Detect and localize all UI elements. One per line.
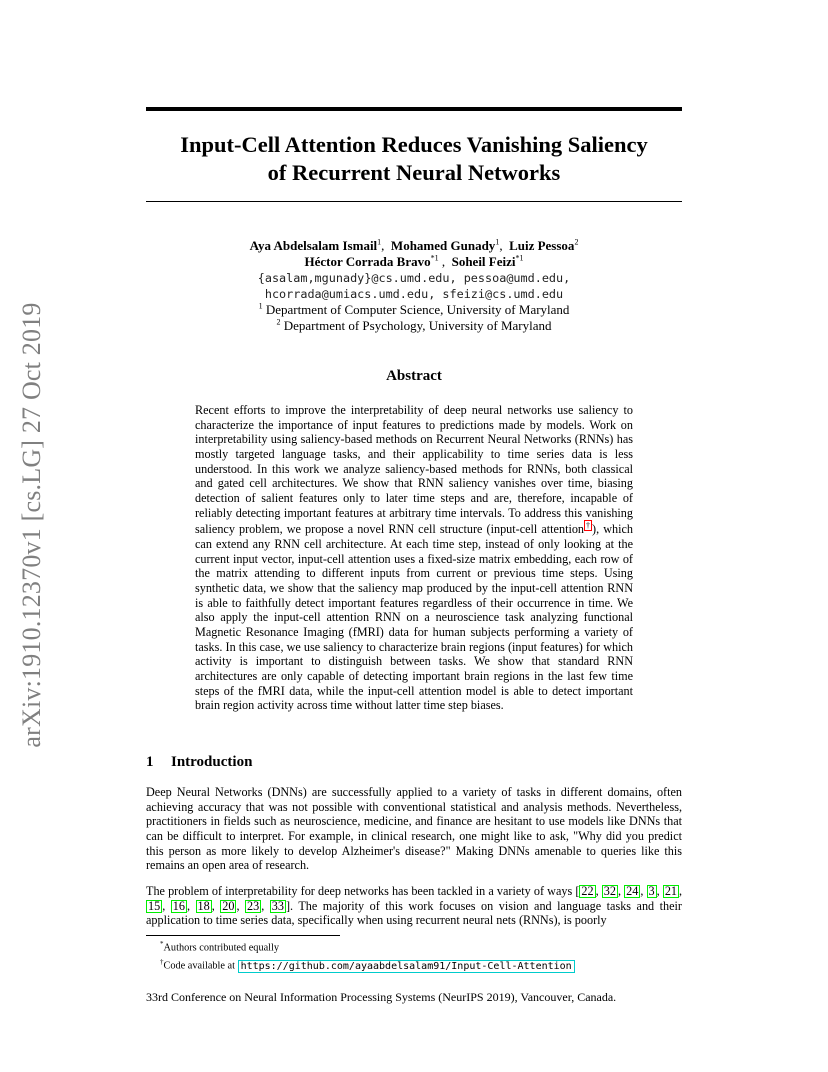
citation-link[interactable]: 3 (648, 884, 655, 898)
title-line-1: Input-Cell Attention Reduces Vanishing Saliency (180, 132, 648, 157)
paper-title (146, 131, 682, 187)
citation-link[interactable]: 23 (247, 898, 260, 913)
citation-link[interactable]: 33 (271, 898, 284, 913)
author-name: Luiz Pessoa (509, 238, 575, 253)
intro-paragraph-1: Deep Neural Networks (DNNs) are successfully applied to a variety of tasks in different domains, often achieving accuracy that was not possible with conventional statistical and analysis methods. Nevertheless, practitioners in fields such as neuroscience, medicine, and finance are hesitant to use models like DNNs that can be difficult to interpret. For example, in clinical research, one might like to ask, "Why did you predict this person as more likely to develop Alzheimer's disease?" Making DNNs amenable to queries like this remains an open area of research. (146, 785, 682, 873)
author-line-1: Aya Abdelsalam Ismail$^1$, Mohamed Gunady$^1$, Luiz Pessoa$^2$ (249, 237, 579, 253)
author-emails-1: {asalam,mgunady}@cs.umd.edu, pessoa@umd.edu, (257, 271, 571, 285)
citation-link[interactable]: 24 (626, 884, 639, 898)
conference-venue: 33rd Conference on Neural Information Processing Systems (NeurIPS 2019), Vancouver, Canada. (146, 990, 617, 1004)
author-name: Héctor Corrada Bravo (304, 254, 431, 269)
abstract-heading: Abstract (386, 368, 442, 384)
author-emails-2: hcorrada@umiacs.umd.edu, sfeizi@cs.umd.edu (264, 287, 564, 301)
abstract-text: Recent efforts to improve the interpretability of deep neural networks use saliency to characterize the importance of input features to predictions made by models. Work on interpretability using saliency-based methods on Recurrent Neural Networks (RNNs) has mostly targeted language tasks, and their applicability to time series data is less understood. In this work we analyze saliency-based methods for RNNs, both classical and gated cell architectures. We show that RNN saliency vanishes over time, biasing detection of salient features only to later time steps and are, therefore, incapable of reliably detecting important features at arbitrary time intervals. To address this vanishing saliency problem, we propose a novel RNN cell structure (input-cell attention † ), which can extend any RNN cell architecture. At each time step, instead of only looking at the current input vector, input-cell attention uses a fixed-size matrix embedding, each row of the matrix attending to different inputs from current or previous time steps. Using synthetic data, we show that the saliency map produced by the input-cell attention RNN is able to faithfully detect important features regardless of their occurrence in time. We also apply the input-cell attention RNN on a neuroscience task analyzing functional Magnetic Resonance Imaging (fMRI) data for human subjects performing a variety of tasks. In this case, we use saliency to characterize brain regions (input features) for which activity is important to distinguish between tasks. We show that standard RNN architectures are only capable of detecting important brain regions in the last few time steps of the fMRI data, while the input-cell attention model is able to detect important brain region activity across time without latter time step biases. (195, 403, 633, 713)
section-heading-introduction (146, 754, 252, 771)
citation-link[interactable]: 22 (581, 884, 594, 898)
footnote-1: *Authors contributed equally (160, 940, 280, 954)
section-number: 1 (146, 754, 154, 770)
intro-paragraph-2: The problem of interpretability for deep networks has been tackled in a variety of ways [ 22 , 32 , 24 , 3 , 21 , 15 , 16 , 18 , 20 , 23 , 33 ]. The majority of this work focuses on vision and language tasks and their application to time series data, specifically when using recurrent neural nets (RNNs), is poorly (146, 884, 683, 928)
affiliation-2: $^2$ Department of Psychology, University of Maryland (276, 317, 552, 333)
title-bottom-rule (146, 201, 682, 202)
footnote-link[interactable]: † (586, 521, 591, 531)
affiliation-1: $^1$ Department of Computer Science, University of Maryland (258, 301, 570, 317)
author-name: Mohamed Gunady (390, 238, 496, 253)
citation-link[interactable]: 18 (197, 898, 210, 913)
author-line-2: Héctor Corrada Bravo$^{*1}$ , Soheil Feizi$^{*1}$ (304, 253, 524, 269)
author-affil-mark: 1 (495, 237, 500, 247)
author-name: Aya Abdelsalam Ismail (249, 238, 378, 253)
arxiv-identifier: arXiv:1910.12370v1 [cs.LG] 27 Oct 2019 (17, 302, 46, 748)
section-title: Introduction (171, 754, 253, 770)
title-top-rule (146, 107, 682, 111)
code-url-link[interactable]: https://github.com/ayaabdelsalam91/Input-Cell-Attention (238, 960, 575, 973)
author-affil-mark: *1 (515, 253, 524, 263)
citation-link[interactable]: 15 (148, 898, 161, 913)
footnote-rule (146, 935, 340, 936)
author-affil-mark: 1 (377, 237, 382, 247)
citation-link[interactable]: 16 (172, 898, 185, 913)
citation-link[interactable]: 21 (664, 884, 677, 898)
footnotes (160, 937, 575, 974)
author-name: Soheil Feizi (451, 254, 516, 269)
author-affil-mark: 2 (574, 237, 579, 247)
title-line-2: of Recurrent Neural Networks (267, 160, 561, 185)
citation-link[interactable]: 32 (603, 884, 616, 898)
citation-link[interactable]: 20 (222, 898, 235, 913)
arxiv-sidebar (12, 290, 52, 760)
footnote-2: †Code available at https://github.com/ayaabdelsalam91/Input-Cell-Attention (160, 955, 575, 973)
author-affil-mark: *1 (430, 253, 439, 263)
author-block (146, 238, 682, 334)
